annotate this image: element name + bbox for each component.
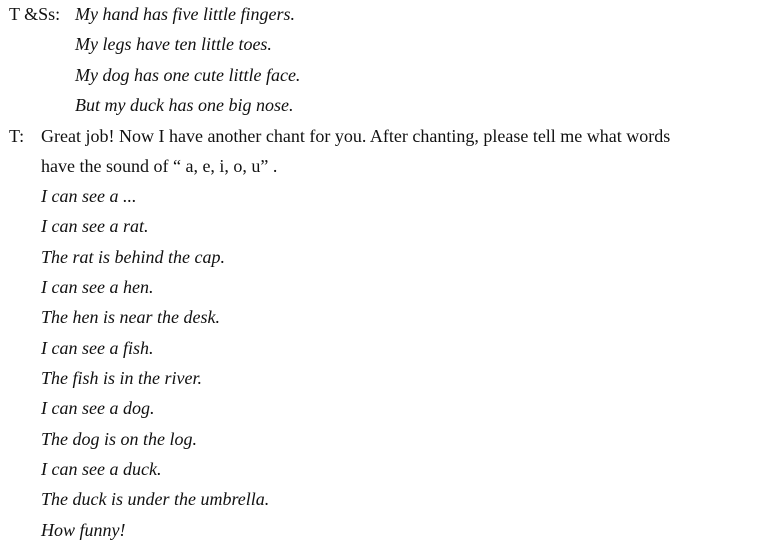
speaker-label: T &Ss: xyxy=(9,4,61,24)
chant-line: I can see a ... xyxy=(41,186,137,206)
chant-line: The duck is under the umbrella. xyxy=(41,489,270,509)
chant-line: The hen is near the desk. xyxy=(41,307,220,327)
chant-line: My hand has five little fingers. xyxy=(75,4,295,24)
chant-line: The dog is on the log. xyxy=(41,429,197,449)
instruction-text: Great job! Now I have another chant for you. After chanting, please tell me what words xyxy=(41,126,671,146)
chant-line: My legs have ten little toes. xyxy=(75,34,272,54)
chant-line: I can see a hen. xyxy=(41,277,154,297)
instruction-text: have the sound of “ a, e, i, o, u” . xyxy=(41,156,278,176)
chant-line: I can see a rat. xyxy=(41,216,149,236)
chant-line: The fish is in the river. xyxy=(41,368,202,388)
chant-line: I can see a duck. xyxy=(41,459,162,479)
chant-line: The rat is behind the cap. xyxy=(41,247,225,267)
chant-line: I can see a fish. xyxy=(41,338,154,358)
speaker-label: T: xyxy=(9,126,25,146)
chant-line: How funny! xyxy=(41,520,126,540)
chant-line: I can see a dog. xyxy=(41,398,155,418)
chant-line: But my duck has one big nose. xyxy=(75,95,294,115)
chant-line: My dog has one cute little face. xyxy=(75,65,301,85)
